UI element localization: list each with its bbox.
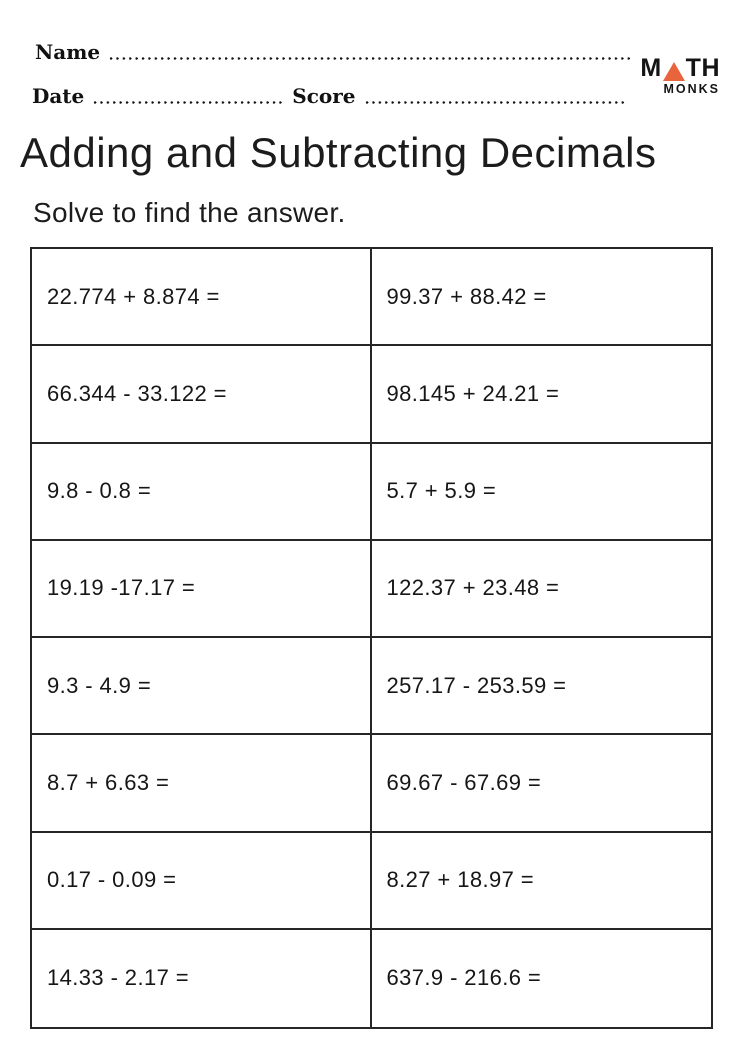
date-dotted-line — [92, 100, 282, 105]
date-label: Date — [32, 84, 85, 108]
problem-cell: 98.145 + 24.21 = — [372, 346, 712, 443]
name-field-row — [35, 42, 630, 62]
name-label: Name — [35, 40, 101, 64]
problems-table — [30, 247, 713, 1029]
problem-cell: 69.67 - 67.69 = — [372, 735, 712, 832]
logo-letter-m: M — [640, 54, 662, 82]
date-score-field-row — [32, 86, 628, 106]
triangle-icon — [663, 62, 685, 81]
math-monks-logo — [640, 54, 720, 96]
problem-cell: 8.27 + 18.97 = — [372, 833, 712, 930]
problem-cell: 0.17 - 0.09 = — [32, 833, 372, 930]
problem-cell: 637.9 - 216.6 = — [386, 965, 542, 991]
page-title: Adding and Subtracting Decimals — [20, 129, 657, 176]
problem-cell: 66.344 - 33.122 = — [32, 346, 372, 443]
problem-cell: 122.37 + 23.48 = — [372, 541, 712, 638]
problem-cell: 257.17 - 253.59 = — [372, 638, 712, 735]
name-dotted-line — [108, 56, 630, 61]
problem-cell: 19.19 -17.17 = — [32, 541, 372, 638]
problem-cell: 22.774 + 8.874 = — [32, 249, 372, 346]
problem-cell: 9.8 - 0.8 = — [32, 444, 372, 541]
problem-cell: 9.3 - 4.9 = — [32, 638, 372, 735]
logo-monks-text: MONKS — [663, 82, 720, 96]
problem-cell: 99.37 + 88.42 = — [372, 249, 712, 346]
score-dotted-line — [364, 100, 629, 105]
logo-letters-th: TH — [685, 54, 720, 82]
problem-cell: 8.7 + 6.63 = — [32, 735, 372, 832]
problem-cell: 14.33 - 2.17 = — [32, 930, 372, 1027]
instruction-text: Solve to find the answer. — [33, 197, 346, 228]
problem-cell: 5.7 + 5.9 = — [372, 444, 712, 541]
score-label: Score — [292, 84, 356, 108]
logo-top-line — [640, 54, 720, 82]
